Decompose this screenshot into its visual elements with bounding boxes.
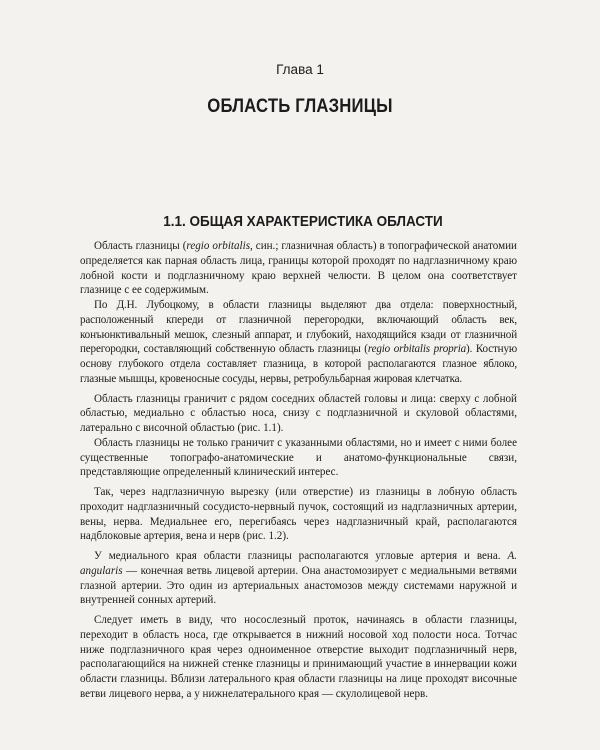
chapter-title: ОБЛАСТЬ ГЛАЗНИЦЫ [207, 96, 393, 117]
paragraph-3: Область глазницы граничит с рядом соседних областей головы и лица: сверху с лобной областью, медиально с областью носа, снизу с подглазничной и скуловой областями, латерально с височной областью (рис. 1.1). [80, 392, 517, 434]
paragraph-2: По Д.Н. Лубоцкому, в области глазницы выделяют два отдела: поверхностный, расположенный кпереди от глазничной перегородки, включающий область век, конъюнктивальный мешок, слезный аппарат, и глубокий, находящийся кзади от глазничной перегородки, составляющий собственную область глазницы (regio orbitalis propria). Костную основу глубокого отдела составляет глазница, в которой располагаются глазное яблоко, глазные мышцы, кровеносные сосуды, нервы, ретробульбарная жировая клетчатка. [80, 299, 517, 385]
paragraph-6: У медиального края области глазницы располагаются угловые артерия и вена. A. angularis — конечная ветвь лицевой артерии. Она анастомозирует с медиальными ветвями глазной артерии. Это один из артериальных анастомозов между системами наружной и внутренней сонных артерий. [80, 550, 517, 607]
section-heading: 1.1. ОБЩАЯ ХАРАКТЕРИСТИКА ОБЛАСТИ [163, 213, 443, 230]
paragraph-5: Так, через надглазничную вырезку (или отверстие) из глазницы в лобную область проходит надглазничный сосудисто-нервный пучок, состоящий из надглазничных артерии, вены, нерва. Медиальнее его, перегибаясь через надглазничный край, располагаются надблоковые артерия, вена и нерв (рис. 1.2). [80, 486, 517, 543]
paragraph-1: Область глазницы (regio orbitalis, син.; глазничная область) в топографической анатомии определяется как парная область лица, границы которой проходят по надглазничному краю лобной кости и подглазничному краю верхней челюсти. В целом она соответствует глазнице с ее содержимым. [80, 240, 517, 297]
paragraph-7: Следует иметь в виду, что носослезный проток, начинаясь в области глазницы, переходит в область носа, где открывается в нижний носовой ход полости носа. Тотчас ниже подглазничного края через одноименное отверстие выходит подглазничный нерв, располагающийся на нижней стенке глазницы и принимающий участие в иннервации кожи области глазницы. Вблизи латерального края области глазницы на лице проходят височные ветви лицевого нерва, а у нижнелатерального края — скулолицевой нерв. [80, 614, 517, 700]
chapter-label: Глава 1 [276, 62, 324, 77]
paragraph-4: Область глазницы не только граничит с указанными областями, но и имеет с ними более существенные топографо-анатомические и анатомо-функциональные связи, представляющие определенный клинический интерес. [80, 436, 517, 479]
body-text [80, 239, 517, 702]
